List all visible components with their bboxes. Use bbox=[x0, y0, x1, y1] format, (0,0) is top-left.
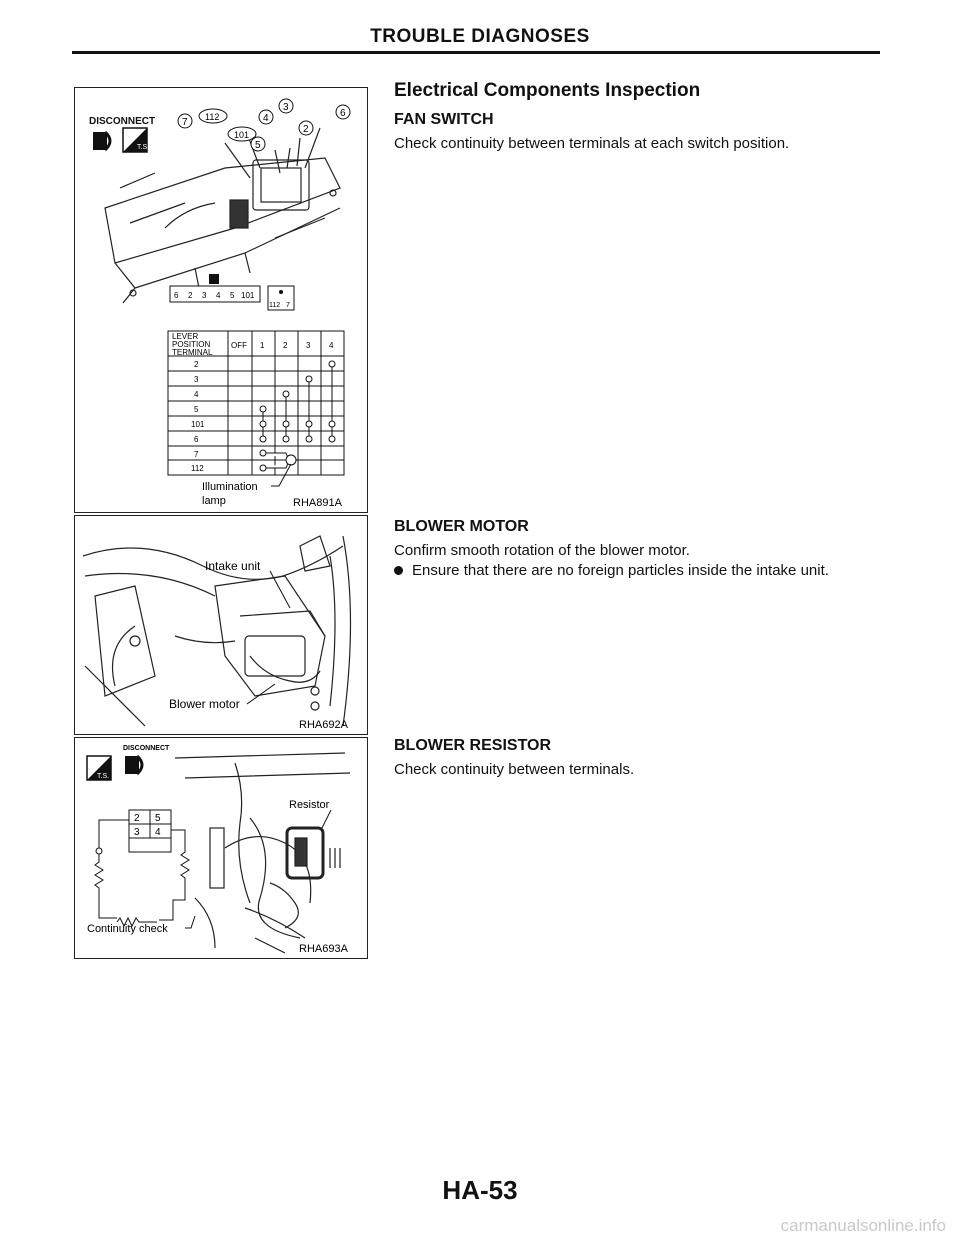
svg-text:112: 112 bbox=[205, 112, 220, 122]
resistor-label: Resistor bbox=[289, 799, 330, 811]
fan-switch-text: Check continuity between terminals at each switch position. bbox=[394, 135, 790, 152]
svg-text:5: 5 bbox=[230, 291, 235, 300]
svg-text:101: 101 bbox=[234, 130, 250, 140]
svg-text:7: 7 bbox=[194, 450, 199, 459]
figure-code: RHA693A bbox=[299, 943, 348, 955]
blower-resistor-figure bbox=[74, 737, 368, 959]
svg-text:3: 3 bbox=[283, 102, 289, 113]
bullet-icon bbox=[394, 566, 403, 575]
svg-text:6: 6 bbox=[340, 108, 346, 119]
disconnect-connector-icon bbox=[125, 756, 142, 774]
svg-text:T.S.: T.S. bbox=[97, 773, 110, 780]
disconnect-label: DISCONNECT bbox=[89, 116, 156, 127]
svg-text:101: 101 bbox=[241, 291, 255, 300]
fan-switch-figure bbox=[74, 87, 368, 513]
pin-4: 4 bbox=[155, 827, 161, 838]
svg-text:112: 112 bbox=[191, 464, 204, 473]
blower-motor-figure bbox=[74, 515, 368, 735]
resistor-circuit-diagram bbox=[95, 810, 189, 926]
svg-text:T.S.: T.S. bbox=[137, 144, 150, 151]
connector-pin-diagram-right bbox=[268, 286, 294, 310]
fan-switch-heading: FAN SWITCH bbox=[394, 111, 494, 128]
figure-code: RHA692A bbox=[299, 719, 348, 731]
intake-unit-label: Intake unit bbox=[205, 559, 261, 573]
pin-5: 5 bbox=[155, 813, 161, 824]
position-1: 1 bbox=[260, 341, 265, 350]
svg-text:7: 7 bbox=[286, 302, 290, 309]
callout-numbers bbox=[178, 99, 350, 151]
ts-icon bbox=[87, 756, 111, 780]
page-header-title: TROUBLE DIAGNOSES bbox=[370, 26, 590, 47]
figure-code: RHA891A bbox=[293, 497, 342, 509]
connector-pin-diagram-left bbox=[170, 274, 260, 302]
svg-text:112: 112 bbox=[269, 302, 281, 309]
blower-resistor-sketch bbox=[175, 753, 350, 953]
svg-text:7: 7 bbox=[182, 117, 188, 128]
svg-text:5: 5 bbox=[255, 140, 261, 151]
table-header-lever: LEVER bbox=[172, 332, 199, 341]
blower-resistor-heading: BLOWER RESISTOR bbox=[394, 737, 552, 754]
pin-2: 2 bbox=[134, 813, 140, 824]
blower-motor-label: Blower motor bbox=[169, 697, 240, 711]
illumination-label: Illumination bbox=[202, 481, 258, 493]
disconnect-label: DISCONNECT bbox=[123, 745, 170, 752]
blower-motor-heading: BLOWER MOTOR bbox=[394, 518, 529, 535]
page-number: HA-53 bbox=[442, 1175, 518, 1205]
svg-text:2: 2 bbox=[303, 124, 309, 135]
svg-text:101: 101 bbox=[191, 420, 205, 429]
position-off: OFF bbox=[231, 341, 247, 350]
svg-text:3: 3 bbox=[202, 291, 207, 300]
table-header-position: POSITION bbox=[172, 340, 211, 349]
svg-text:4: 4 bbox=[263, 113, 269, 124]
svg-text:6: 6 bbox=[174, 291, 179, 300]
position-4: 4 bbox=[329, 341, 334, 350]
watermark: carmanualsonline.info bbox=[780, 1216, 946, 1235]
blower-motor-text: Confirm smooth rotation of the blower motor. bbox=[394, 542, 690, 559]
blower-resistor-text: Check continuity between terminals. bbox=[394, 761, 635, 778]
position-3: 3 bbox=[306, 341, 311, 350]
svg-text:4: 4 bbox=[194, 390, 199, 399]
section-title: Electrical Components Inspection bbox=[394, 80, 701, 101]
blower-motor-bullet-text: Ensure that there are no foreign particles inside the intake unit. bbox=[412, 562, 829, 579]
lamp-label: lamp bbox=[202, 495, 226, 507]
svg-text:6: 6 bbox=[194, 435, 199, 444]
dashboard-sketch bbox=[105, 128, 340, 303]
blower-motor-bullet bbox=[394, 561, 874, 581]
table-header-terminal: TERMINAL bbox=[172, 348, 213, 357]
svg-text:2: 2 bbox=[194, 360, 199, 369]
header-rule bbox=[72, 51, 880, 54]
svg-text:2: 2 bbox=[188, 291, 193, 300]
svg-text:3: 3 bbox=[194, 375, 199, 384]
ts-icon bbox=[123, 128, 149, 152]
disconnect-connector-icon bbox=[93, 132, 110, 150]
svg-text:5: 5 bbox=[194, 405, 199, 414]
svg-text:4: 4 bbox=[216, 291, 221, 300]
position-2: 2 bbox=[283, 341, 288, 350]
continuity-check-label: Continuity check bbox=[87, 923, 168, 935]
pin-3: 3 bbox=[134, 827, 140, 838]
